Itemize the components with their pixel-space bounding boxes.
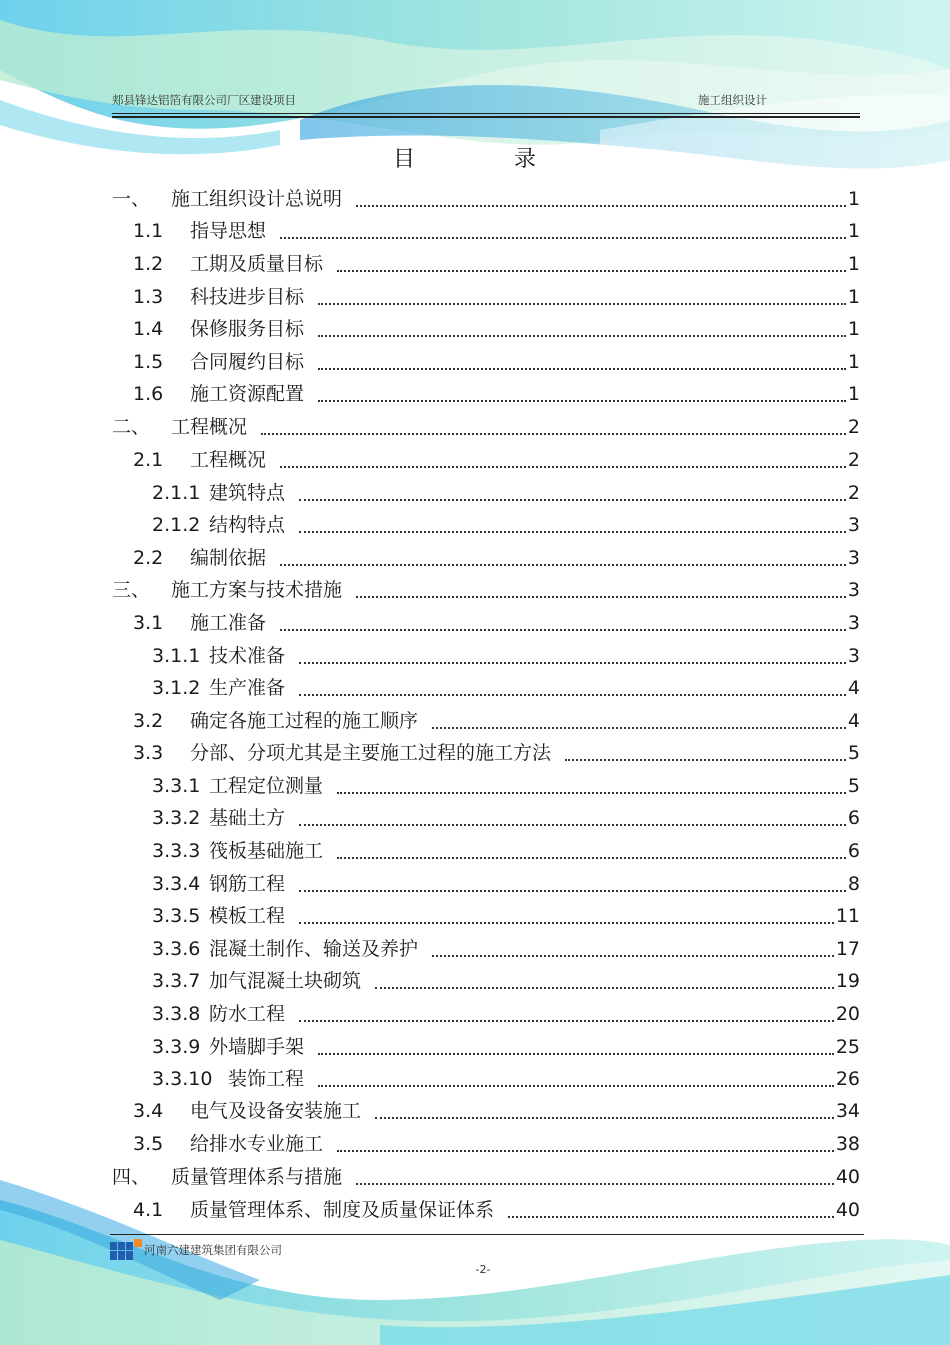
toc-entry-number: 3.3.6 — [152, 938, 201, 960]
toc-entry[interactable] — [0, 1035, 866, 1059]
toc-entry-title: 混凝土制作、输送及养护 — [209, 938, 419, 960]
toc-entry-page: 1 — [847, 383, 860, 405]
toc-leader-dots — [299, 904, 834, 924]
toc-entry-number: 3.3.10 — [152, 1068, 213, 1090]
toc-entry-title: 工程定位测量 — [209, 775, 324, 797]
toc-entry-number: 3.3.7 — [152, 970, 201, 992]
toc-entry-page: 1 — [847, 286, 860, 308]
toc-leader-dots — [299, 676, 846, 696]
toc-entry[interactable] — [0, 481, 866, 505]
toc-entry[interactable] — [0, 1132, 866, 1156]
toc-entry[interactable] — [0, 904, 866, 928]
toc-entry[interactable] — [0, 350, 866, 374]
toc-entry[interactable] — [0, 1099, 866, 1123]
toc-entry-page: 8 — [847, 873, 860, 895]
toc-entry[interactable] — [0, 709, 866, 733]
toc-title: 目 录 — [393, 147, 582, 172]
toc-leader-dots — [299, 644, 846, 664]
toc-entry[interactable] — [0, 839, 866, 863]
toc-leader-dots — [299, 481, 846, 501]
toc-leader-dots — [508, 1198, 834, 1218]
toc-entry-title: 编制依据 — [190, 547, 267, 569]
toc-entry-title: 分部、分项尤其是主要施工过程的施工方法 — [190, 742, 552, 764]
toc-entry-number: 1.6 — [133, 383, 164, 405]
toc-entry-title: 施工资源配置 — [190, 383, 305, 405]
toc-entry-page: 19 — [835, 970, 860, 992]
toc-entry-page: 3 — [847, 547, 860, 569]
toc-leader-dots — [280, 219, 846, 239]
toc-entry-title: 电气及设备安装施工 — [190, 1100, 362, 1122]
toc-entry-title: 质量管理体系、制度及质量保证体系 — [190, 1199, 495, 1221]
toc-leader-dots — [318, 350, 846, 370]
toc-entry[interactable] — [0, 415, 866, 439]
toc-leader-dots — [432, 937, 834, 957]
toc-leader-dots — [280, 611, 846, 631]
toc-entry-number: 3.3.3 — [152, 840, 201, 862]
header-project-name: 郏县锋达铝箔有限公司厂区建设项目 — [112, 93, 296, 107]
toc-entry-title: 指导思想 — [190, 220, 267, 242]
toc-entry-title: 基础土方 — [209, 807, 286, 829]
toc-entry-title: 建筑特点 — [209, 482, 286, 504]
toc-leader-dots — [280, 448, 846, 468]
toc-entry-page: 3 — [847, 514, 860, 536]
toc-entry-title: 保修服务目标 — [190, 318, 305, 340]
toc-leader-dots — [299, 872, 846, 892]
toc-entry-page: 5 — [847, 775, 860, 797]
toc-entry[interactable] — [0, 774, 866, 798]
toc-entry[interactable] — [0, 187, 866, 211]
toc-leader-dots — [299, 513, 846, 533]
toc-leader-dots — [337, 774, 846, 794]
toc-entry-number: 3.4 — [133, 1100, 164, 1122]
toc-entry-number: 3.3.2 — [152, 807, 201, 829]
toc-entry-title: 装饰工程 — [228, 1068, 305, 1090]
toc-entry-page: 5 — [847, 742, 860, 764]
toc-entry-page: 1 — [847, 253, 860, 275]
toc-entry[interactable] — [0, 317, 866, 341]
toc-entry-page: 25 — [835, 1036, 860, 1058]
toc-entry-number: 1.4 — [133, 318, 164, 340]
toc-leader-dots — [318, 317, 846, 337]
toc-leader-dots — [356, 578, 846, 598]
toc-entry-page: 4 — [847, 710, 860, 732]
toc-entry-number: 1.5 — [133, 351, 164, 373]
toc-leader-dots — [337, 839, 846, 859]
toc-entry-page: 40 — [835, 1199, 860, 1221]
toc-entry-page: 2 — [847, 449, 860, 471]
toc-entry[interactable] — [0, 806, 866, 830]
toc-entry-number: 一、 — [112, 188, 151, 210]
toc-entry[interactable] — [0, 448, 866, 472]
toc-entry-page: 6 — [847, 840, 860, 862]
toc-entry-number: 二、 — [112, 416, 151, 438]
toc-entry-title: 防水工程 — [209, 1003, 286, 1025]
toc-entry-number: 3.3.9 — [152, 1036, 201, 1058]
toc-entry-page: 1 — [847, 220, 860, 242]
toc-entry[interactable] — [0, 219, 866, 243]
toc-entry-number: 2.1.2 — [152, 514, 201, 536]
page-number: -2- — [475, 1263, 491, 1276]
toc-entry-number: 3.1 — [133, 612, 164, 634]
toc-entry[interactable] — [0, 1002, 866, 1026]
toc-entry-number: 3.5 — [133, 1133, 164, 1155]
toc-entry-number: 2.2 — [133, 547, 164, 569]
toc-entry-number: 3.3.1 — [152, 775, 201, 797]
toc-entry[interactable] — [0, 1198, 866, 1222]
toc-entry-title: 工程概况 — [190, 449, 267, 471]
toc-entry[interactable] — [0, 644, 866, 668]
toc-entry-title: 施工组织设计总说明 — [171, 188, 343, 210]
toc-entry[interactable] — [0, 872, 866, 896]
toc-entry[interactable] — [0, 969, 866, 993]
toc-entry[interactable] — [0, 513, 866, 537]
toc-entry-page: 17 — [835, 938, 860, 960]
toc-leader-dots — [280, 546, 846, 566]
toc-leader-dots — [337, 1132, 834, 1152]
toc-entry-number: 1.1 — [133, 220, 164, 242]
toc-leader-dots — [356, 1165, 834, 1185]
toc-entry-number: 3.3 — [133, 742, 164, 764]
toc-entry-number: 1.3 — [133, 286, 164, 308]
footer-company-name: 河南六建建筑集团有限公司 — [144, 1243, 282, 1257]
toc-entry[interactable] — [0, 578, 866, 602]
toc-entry-title: 合同履约目标 — [190, 351, 305, 373]
toc-leader-dots — [356, 187, 846, 207]
toc-entry[interactable] — [0, 285, 866, 309]
toc-entry-title: 加气混凝土块砌筑 — [209, 970, 362, 992]
toc-entry-number: 3.1.1 — [152, 645, 201, 667]
toc-entry-title: 外墙脚手架 — [209, 1036, 305, 1058]
toc-entry-title: 工程概况 — [171, 416, 248, 438]
toc-leader-dots — [375, 969, 834, 989]
toc-entry-number: 3.3.4 — [152, 873, 201, 895]
toc-entry-title: 质量管理体系与措施 — [171, 1166, 343, 1188]
toc-entry[interactable] — [0, 382, 866, 406]
toc-entry-title: 施工准备 — [190, 612, 267, 634]
toc-leader-dots — [337, 252, 846, 272]
toc-entry-title: 模板工程 — [209, 905, 286, 927]
toc-entry-number: 四、 — [112, 1166, 151, 1188]
toc-leader-dots — [318, 382, 846, 402]
toc-leader-dots — [318, 1035, 834, 1055]
footer-rule — [110, 1234, 864, 1235]
toc-entry-number: 3.3.5 — [152, 905, 201, 927]
toc-entry[interactable] — [0, 1067, 866, 1091]
toc-entry-page: 2 — [847, 416, 860, 438]
toc-entry-page: 20 — [835, 1003, 860, 1025]
header-document-type: 施工组织设计 — [698, 93, 767, 107]
company-logo-icon — [110, 1239, 142, 1261]
toc-entry-title: 钢筋工程 — [209, 873, 286, 895]
toc-entry-page: 34 — [835, 1100, 860, 1122]
toc-entry-number: 2.1.1 — [152, 482, 201, 504]
toc-leader-dots — [432, 709, 846, 729]
toc-entry-title: 科技进步目标 — [190, 286, 305, 308]
toc-entry-page: 3 — [847, 645, 860, 667]
toc-entry-title: 工期及质量目标 — [190, 253, 324, 275]
toc-entry-page: 38 — [835, 1133, 860, 1155]
toc-leader-dots — [565, 741, 846, 761]
toc-entry-title: 结构特点 — [209, 514, 286, 536]
toc-leader-dots — [318, 285, 846, 305]
toc-entry-title: 确定各施工过程的施工顺序 — [190, 710, 419, 732]
toc-entry-page: 1 — [847, 318, 860, 340]
toc-leader-dots — [261, 415, 846, 435]
toc-leader-dots — [318, 1067, 834, 1087]
toc-entry-number: 2.1 — [133, 449, 164, 471]
toc-entry-title: 给排水专业施工 — [190, 1133, 324, 1155]
toc-entry[interactable] — [0, 741, 866, 765]
toc-entry[interactable] — [0, 252, 866, 276]
toc-entry-number: 3.2 — [133, 710, 164, 732]
toc-entry-title: 技术准备 — [209, 645, 286, 667]
toc-entry-page: 6 — [847, 807, 860, 829]
toc-leader-dots — [299, 1002, 834, 1022]
toc-entry-page: 11 — [835, 905, 860, 927]
toc-entry[interactable] — [0, 611, 866, 635]
toc-entry-number: 4.1 — [133, 1199, 164, 1221]
toc-entry-page: 3 — [847, 612, 860, 634]
toc-entry[interactable] — [0, 546, 866, 570]
toc-leader-dots — [299, 806, 846, 826]
toc-entry-page: 1 — [847, 351, 860, 373]
toc-entry-number: 3.3.8 — [152, 1003, 201, 1025]
toc-entry[interactable] — [0, 676, 866, 700]
toc-entry-page: 2 — [847, 482, 860, 504]
toc-entry[interactable] — [0, 937, 866, 961]
toc-entry[interactable] — [0, 1165, 866, 1189]
toc-entry-title: 施工方案与技术措施 — [171, 579, 343, 601]
toc-entry-page: 26 — [835, 1068, 860, 1090]
toc-entry-title: 筏板基础施工 — [209, 840, 324, 862]
toc-entry-number: 三、 — [112, 579, 151, 601]
toc-leader-dots — [375, 1099, 834, 1119]
toc-entry-page: 3 — [847, 579, 860, 601]
toc-entry-number: 3.1.2 — [152, 677, 201, 699]
toc-entry-page: 4 — [847, 677, 860, 699]
toc-entry-page: 1 — [847, 188, 860, 210]
toc-entry-page: 40 — [835, 1166, 860, 1188]
toc-entry-title: 生产准备 — [209, 677, 286, 699]
toc-entry-number: 1.2 — [133, 253, 164, 275]
